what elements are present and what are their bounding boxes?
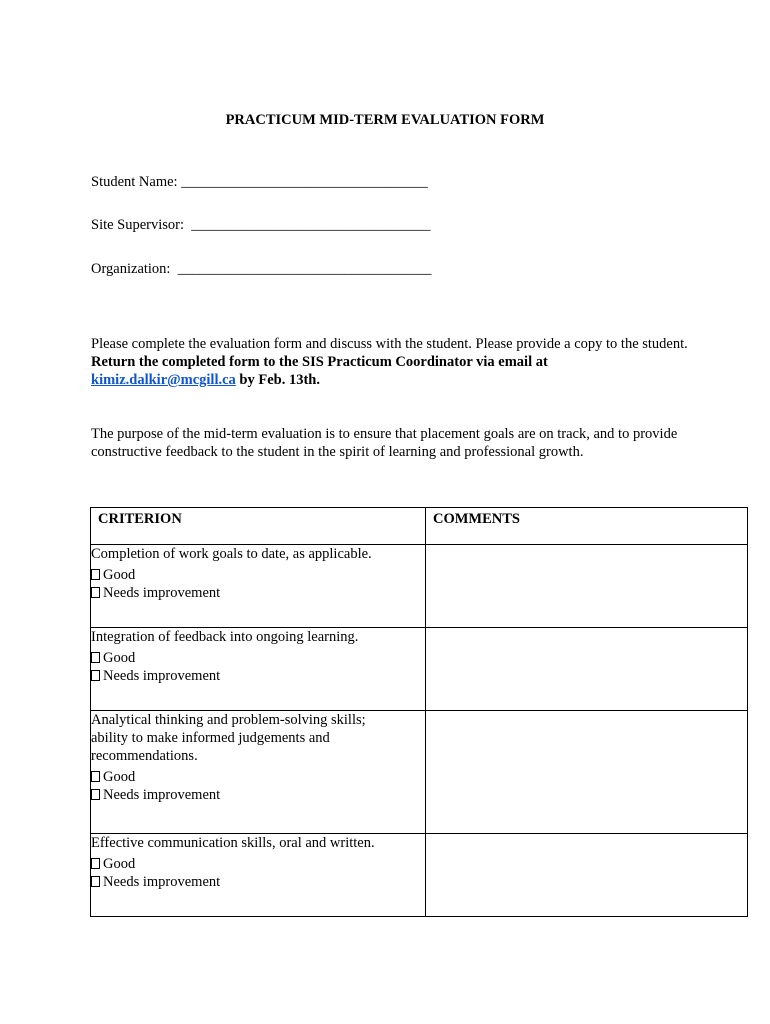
criterion-cell: [91, 545, 426, 628]
checkbox-icon[interactable]: [91, 569, 100, 580]
criterion-text: Completion of work goals to date, as applicable.: [91, 546, 372, 562]
instructions-return: Return the completed form to the SIS Practicum Coordinator via email at: [91, 354, 548, 370]
coordinator-email-link[interactable]: kimiz.dalkir@mcgill.ca: [91, 372, 236, 388]
checkbox-icon[interactable]: [91, 771, 100, 782]
checkbox-icon[interactable]: [91, 670, 100, 681]
option-needs-label: Needs improvement: [103, 585, 221, 601]
organization-line: ___________________________________: [177, 261, 432, 277]
option-needs-improvement[interactable]: [91, 584, 425, 602]
site-supervisor-label: Site Supervisor:: [91, 217, 185, 233]
option-good-label: Good: [103, 650, 136, 666]
site-supervisor-line: _________________________________: [191, 217, 431, 233]
option-good[interactable]: [91, 855, 425, 873]
instructions-paragraph: [91, 335, 691, 389]
comments-cell[interactable]: [426, 834, 748, 917]
criterion-text: Analytical thinking and problem-solving skills; ability to make informed judgements and recommendations.: [91, 712, 366, 764]
option-needs-label: Needs improvement: [103, 787, 221, 803]
checkbox-icon[interactable]: [91, 789, 100, 800]
table-row: [91, 711, 748, 834]
table-row: [91, 834, 748, 917]
option-good-label: Good: [103, 769, 136, 785]
instructions-deadline: by Feb. 13th.: [235, 372, 320, 388]
comments-header: COMMENTS: [426, 508, 748, 545]
student-name-field[interactable]: [91, 174, 428, 191]
criterion-text: Integration of feedback into ongoing learning.: [91, 629, 359, 645]
checkbox-icon[interactable]: [91, 587, 100, 598]
checkbox-icon[interactable]: [91, 876, 100, 887]
student-name-label: Student Name:: [91, 174, 178, 190]
organization-field[interactable]: [91, 261, 431, 278]
option-good-label: Good: [103, 856, 136, 872]
option-good[interactable]: [91, 649, 425, 667]
criterion-header: CRITERION: [91, 508, 426, 545]
comments-cell[interactable]: [426, 628, 748, 711]
criterion-text: Effective communication skills, oral and written.: [91, 835, 375, 851]
site-supervisor-field[interactable]: [91, 217, 431, 234]
student-name-line: __________________________________: [181, 174, 428, 190]
purpose-paragraph: The purpose of the mid-term evaluation is to ensure that placement goals are on track, and to provide constructive feedback to the student in the spirit of learning and professional growth.: [91, 426, 678, 460]
option-good[interactable]: [91, 768, 425, 786]
table-header-row: [91, 508, 748, 545]
option-needs-improvement[interactable]: [91, 873, 425, 891]
table-row: [91, 545, 748, 628]
criterion-cell: [91, 711, 426, 834]
option-good[interactable]: [91, 566, 425, 584]
option-needs-label: Needs improvement: [103, 874, 221, 890]
checkbox-icon[interactable]: [91, 652, 100, 663]
instructions-intro: Please complete the evaluation form and discuss with the student. Please provide a copy to the student.: [91, 336, 688, 352]
criterion-cell: [91, 834, 426, 917]
evaluation-table: [90, 507, 748, 917]
organization-label: Organization:: [91, 261, 171, 277]
option-good-label: Good: [103, 567, 136, 583]
table-row: [91, 628, 748, 711]
criterion-cell: [91, 628, 426, 711]
checkbox-icon[interactable]: [91, 858, 100, 869]
option-needs-improvement[interactable]: [91, 786, 425, 804]
form-title: PRACTICUM MID-TERM EVALUATION FORM: [225, 112, 545, 128]
comments-cell[interactable]: [426, 545, 748, 628]
option-needs-label: Needs improvement: [103, 668, 221, 684]
comments-cell[interactable]: [426, 711, 748, 834]
option-needs-improvement[interactable]: [91, 667, 425, 685]
